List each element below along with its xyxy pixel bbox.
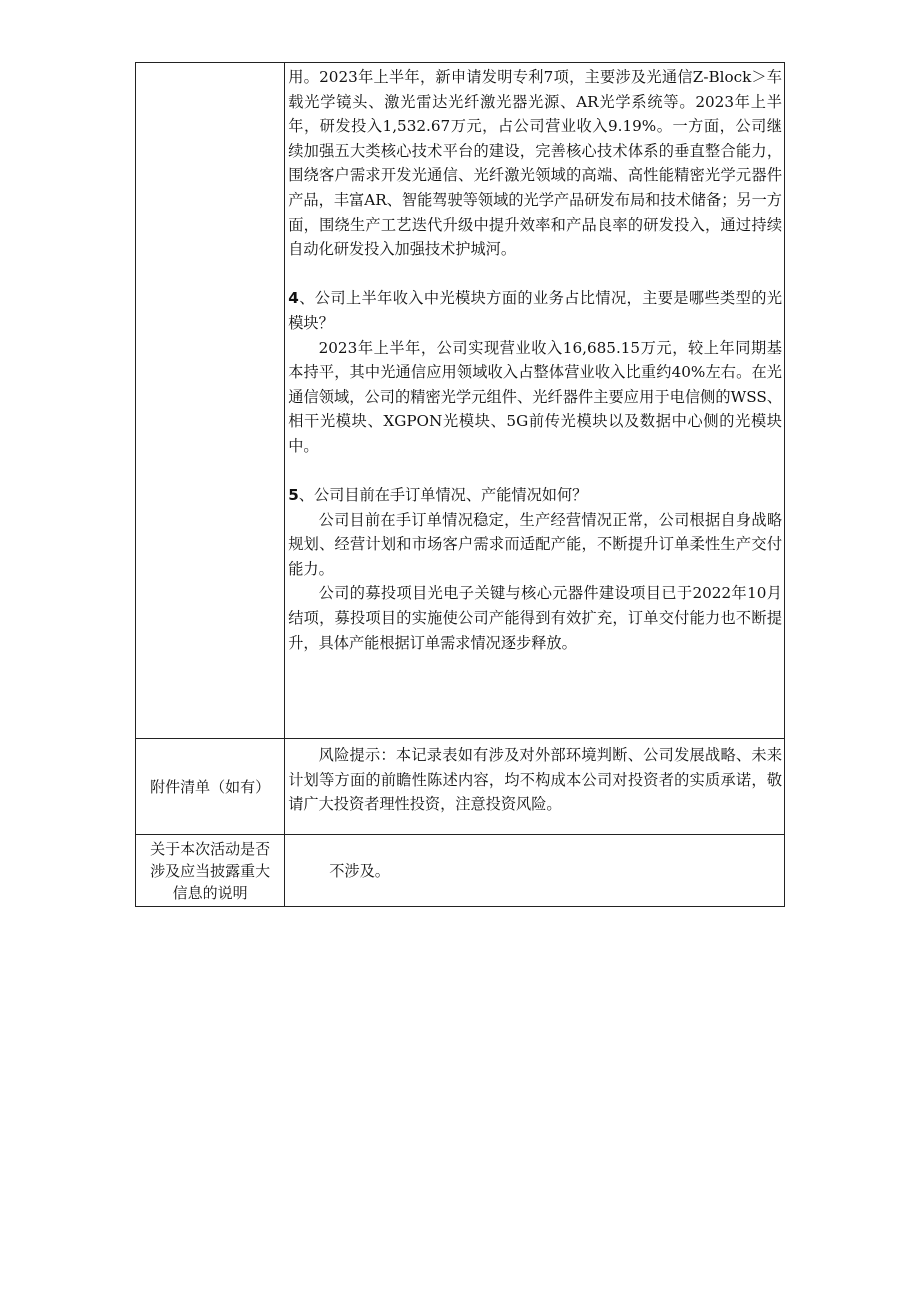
question-5 [288, 483, 782, 508]
answer-4: 2023年上半年，公司实现营业收入16,685.15万元，较上年同期基本持平，其中光通信应用领域收入占整体营业收入比重约40%左右。在光通信领域，公司的精密光学元组件、光纤器件主要应用于电信侧的WSS、相干光模块、XGPON光模块、5G前传光模块以及数据中心侧的光模块中。 [288, 338, 782, 455]
qa-label-cell [136, 63, 285, 739]
question-4-text: 、公司上半年收入中光模块方面的业务占比情况，主要是哪些类型的光模块？ [288, 289, 782, 332]
disclosure-label-line-2: 涉及应当披露重大 [150, 861, 271, 880]
disclosure-row [136, 835, 785, 907]
question-4 [288, 286, 782, 335]
attachments-label: 附件清单（如有） [136, 739, 285, 835]
question-5-text: 、公司目前在手订单情况、产能情况如何？ [298, 486, 588, 505]
disclosure-label-line-3: 信息的说明 [172, 883, 248, 902]
attachments-row [136, 739, 785, 835]
answer-5-paragraph-1: 公司目前在手订单情况稳定，生产经营情况正常，公司根据自身战略规划、经营计划和市场客户需求而适配产能，不断提升订单柔性生产交付能力。 [288, 510, 782, 578]
intro-paragraph: 用。2023年上半年，新申请发明专利7项，主要涉及光通信Z-Block＞车载光学镜头、激光雷达光纤激光器光源、AR光学系统等。2023年上半年，研发投入1,532.67万元，占公司营业收入9.19%。一方面，公司继续加强五大类核心技术平台的建设，完善核心技术体系的垂直整合能力，围绕客户需求开发光通信、光纤激光领域的高端、高性能精密光学元器件产品，丰富AR、智能驾驶等领域的光学产品研发布局和技术储备；另一方面，围绕生产工艺迭代升级中提升效率和产品良率的研发投入，通过持续自动化研发投入加强技术护城河。 [288, 68, 782, 259]
risk-notice: 风险提示：本记录表如有涉及对外部环境判断、公司发展战略、未来计划等方面的前瞻性陈述内容，均不构成本公司对投资者的实质承诺，敬请广大投资者理性投资，注意投资风险。 [288, 746, 782, 814]
attachments-content [285, 739, 785, 835]
disclosure-label-line-1: 关于本次活动是否 [150, 839, 271, 858]
disclosure-label [136, 835, 285, 907]
record-table [135, 62, 785, 907]
qa-content-cell [285, 63, 785, 739]
question-4-number: 4 [288, 289, 299, 308]
answer-5-paragraph-2: 公司的募投项目光电子关键与核心元器件建设项目已于2022年10月结项，募投项目的实施使公司产能得到有效扩充，订单交付能力也不断提升，具体产能根据订单需求情况逐步释放。 [288, 584, 782, 652]
qa-row [136, 63, 785, 739]
disclosure-content: 不涉及。 [285, 835, 785, 907]
question-5-number: 5 [288, 486, 299, 505]
